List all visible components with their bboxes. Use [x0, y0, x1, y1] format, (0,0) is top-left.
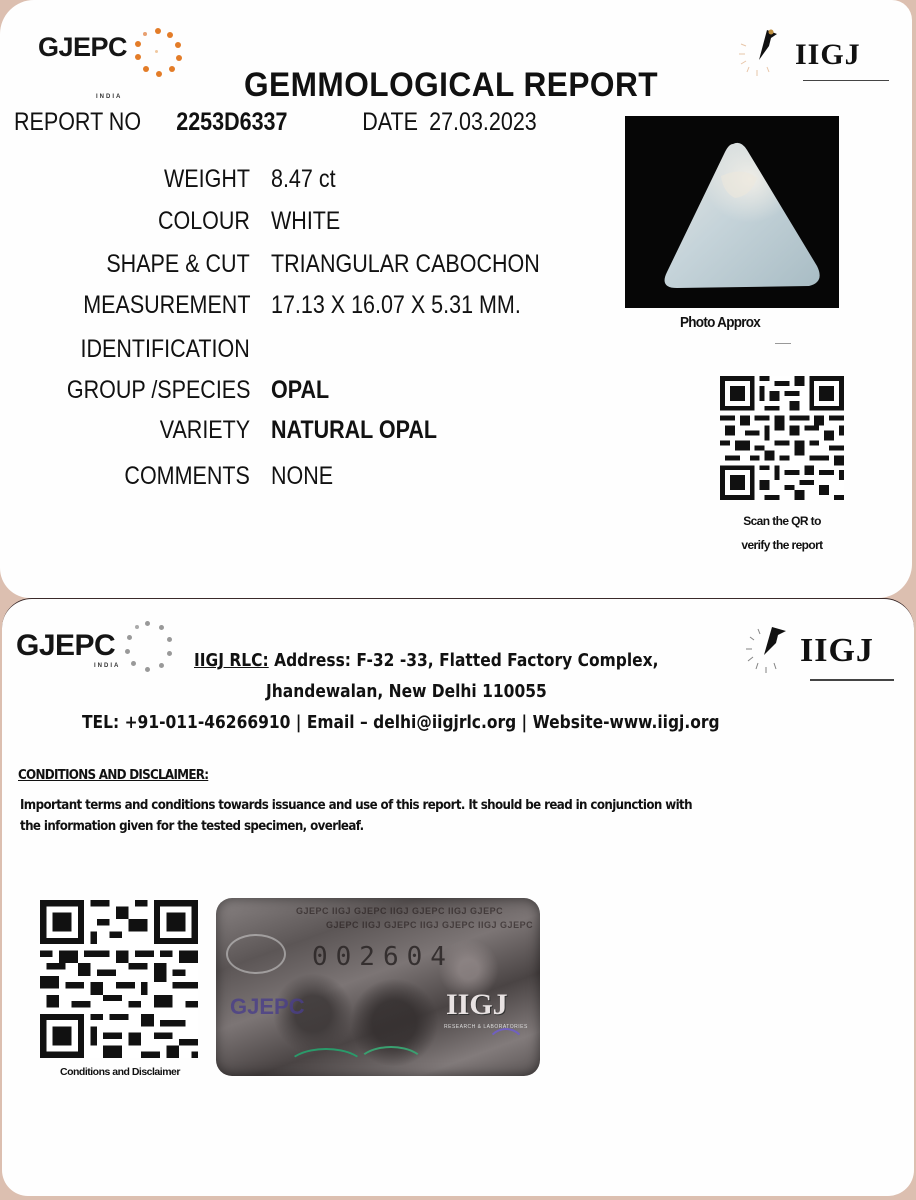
field-value: OPAL [271, 376, 330, 404]
qr-code-icon [720, 376, 844, 500]
hologram-iigj-mark: IIGJ [446, 988, 508, 1021]
hologram-rainbow-arc [356, 1046, 426, 1076]
hologram-iigj-subtitle: RESEARCH & LABORATORIES [444, 1024, 528, 1030]
hologram-pattern-text: GJEPC IIGJ GJEPC IIGJ GJEPC IIGJ GJEPC [296, 906, 504, 916]
gjepc-logo-subtitle: INDIA [96, 94, 123, 100]
conditions-qr-caption: Conditions and Disclaimer [60, 1066, 180, 1078]
field-value: TRIANGULAR CABOCHON [271, 250, 540, 278]
report-front-card [0, 0, 912, 598]
disclaimer-line-2: the information given for the tested specimen, overleaf. [20, 818, 364, 834]
disclaimer-line-1: Important terms and conditions towards issuance and use of this report. It should be read in conjunction with [20, 797, 692, 813]
qr-caption-line2: verify the report [741, 538, 823, 552]
gjepc-sunburst-icon [123, 621, 177, 675]
field-measurement [0, 291, 600, 323]
disclaimer-body [20, 795, 900, 837]
field-weight [0, 165, 600, 197]
hologram-gjepc-mark: GJEPC [230, 994, 305, 1019]
field-label: SHAPE & CUT [106, 250, 250, 278]
address-line-1 [194, 650, 658, 671]
field-label: IDENTIFICATION [80, 335, 250, 363]
qr-code-icon [40, 900, 198, 1058]
opal-gem-image [625, 116, 839, 308]
iigj-logo [735, 24, 861, 80]
field-shape-cut [0, 250, 600, 282]
date-label: DATE [362, 108, 418, 136]
gjepc-logo [38, 32, 183, 100]
verify-qr-code[interactable] [720, 376, 844, 500]
field-group-species [0, 376, 600, 408]
iigj-logo-tagline [810, 679, 894, 681]
report-no-label: REPORT NO [14, 108, 142, 136]
report-title: GEMMOLOGICAL REPORT [244, 66, 659, 104]
hologram-gear-icon [226, 934, 286, 974]
field-colour [0, 207, 600, 239]
iigj-logo-text: IIGJ [800, 632, 874, 669]
iigj-logo [742, 619, 874, 679]
conditions-disclaimer [18, 768, 692, 834]
field-comments [0, 462, 600, 494]
field-label: VARIETY [159, 416, 250, 444]
gjepc-logo-text: GJEPC [16, 629, 116, 662]
field-value: NONE [271, 462, 334, 490]
divider [775, 343, 791, 344]
hologram-security-sticker [216, 898, 540, 1076]
iigj-logo-text: IIGJ [795, 38, 861, 71]
field-value: WHITE [271, 207, 341, 235]
field-value: 17.13 X 16.07 X 5.31 MM. [271, 291, 521, 319]
date-value: 27.03.2023 [429, 108, 537, 136]
gjepc-sunburst-icon [133, 28, 183, 78]
photo-caption: Photo Approx [680, 314, 761, 331]
field-variety [0, 416, 600, 448]
hologram-serial-number: 002604 [312, 942, 454, 972]
field-label: MEASUREMENT [82, 291, 250, 319]
field-label: GROUP /SPECIES [66, 376, 250, 404]
address-line-2: Jhandewalan, New Delhi 110055 [266, 681, 547, 702]
report-no-value: 2253D6337 [176, 108, 288, 136]
field-label: COLOUR [158, 207, 250, 235]
gem-photo [625, 116, 839, 308]
conditions-qr-code[interactable] [40, 900, 198, 1058]
iigj-star-icon [735, 24, 791, 80]
hologram-pattern-text: GJEPC IIGJ GJEPC IIGJ GJEPC IIGJ GJEPC [326, 920, 534, 930]
field-label: WEIGHT [164, 165, 250, 193]
report-number-row [14, 108, 537, 137]
iigj-star-icon [742, 619, 798, 679]
contact-line: TEL: +91-011-46266910 | Email – delhi@iigjrlc.org | Website-www.iigj.org [82, 712, 720, 733]
gjepc-logo [16, 629, 177, 675]
gjepc-logo-text: GJEPC [38, 32, 128, 62]
disclaimer-title: CONDITIONS AND DISCLAIMER: [18, 768, 209, 783]
gjepc-logo-subtitle: INDIA [94, 663, 121, 669]
iigj-logo-tagline [803, 80, 889, 81]
field-label: COMMENTS [124, 462, 250, 490]
address-text: Address: F-32 -33, Flatted Factory Complex, [268, 650, 659, 671]
field-identification [0, 335, 600, 367]
field-value: 8.47 ct [271, 165, 336, 193]
lab-name: IIGJ RLC: [194, 650, 269, 671]
field-value: NATURAL OPAL [271, 416, 438, 444]
hologram-rainbow-arc [486, 1028, 526, 1068]
qr-caption-line1: Scan the QR to [743, 514, 821, 528]
hologram-rainbow-arc [286, 1048, 366, 1076]
